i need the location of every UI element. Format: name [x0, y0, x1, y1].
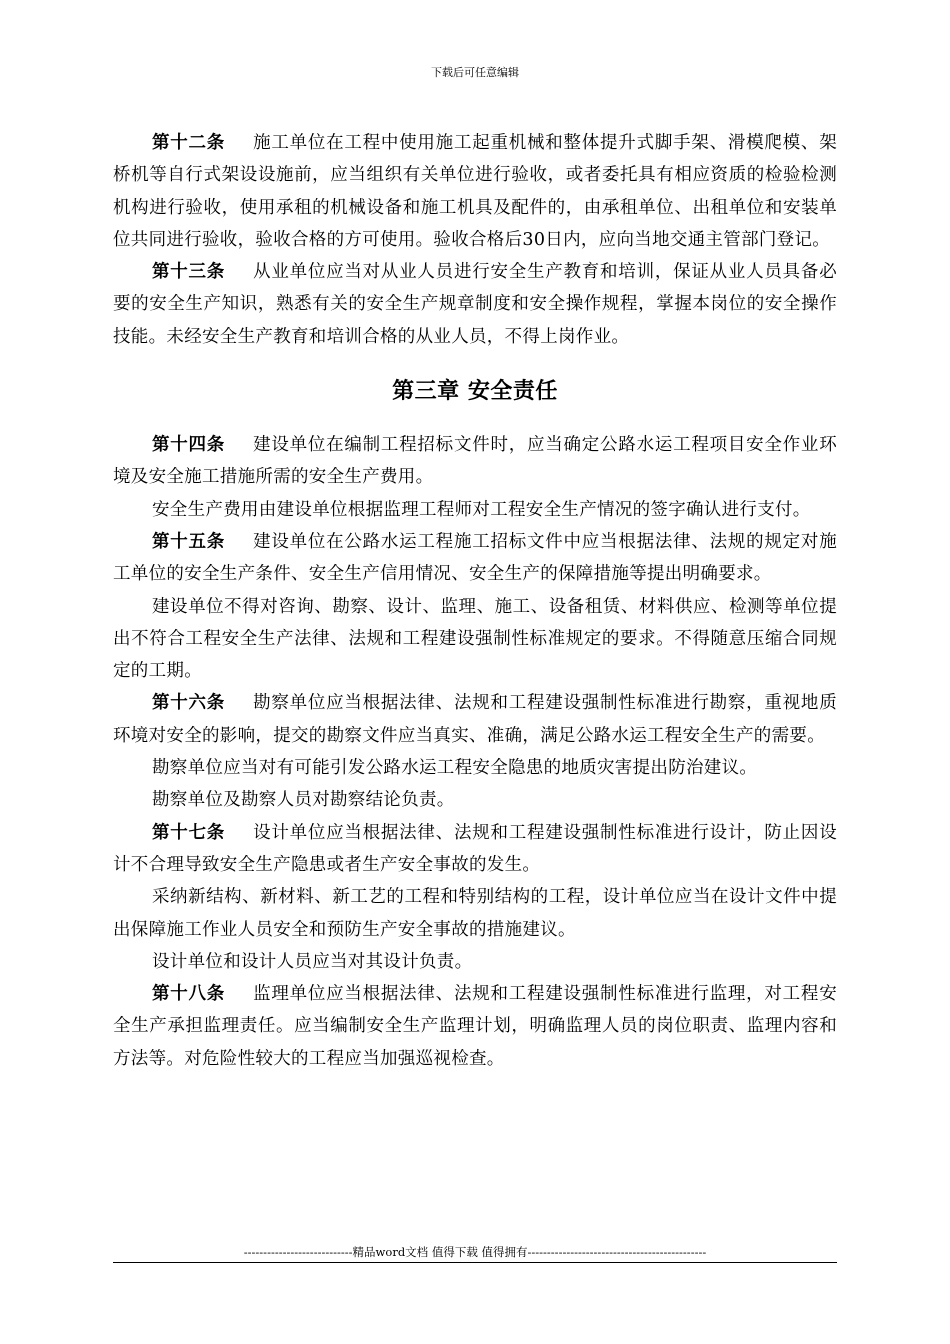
paragraph-text: 采纳新结构、新材料、新工艺的工程和特别结构的工程，设计单位应当在设计文件中提出保障施工作业人员安全和预防生产安全事故的措施建议。 — [113, 887, 837, 940]
paragraph — [113, 256, 837, 353]
paragraph — [113, 687, 837, 752]
article-number: 第十八条 — [152, 984, 226, 1005]
article-number: 第十六条 — [152, 693, 226, 714]
paragraph-text: 建设单位不得对咨询、勘察、设计、监理、施工、设备租赁、材料供应、检测等单位提出不符合工程安全生产法律、法规和工程建设强制性标准规定的要求。不得随意压缩合同规定的工期。 — [113, 596, 837, 682]
paragraph-text: 设计单位和设计人员应当对其设计负责。 — [152, 951, 473, 972]
paragraph — [113, 817, 837, 882]
chapter-title: 第三章 安全责任 — [392, 378, 558, 405]
paragraph — [113, 591, 837, 688]
paragraph — [113, 978, 837, 1075]
paragraph-text: 勘察单位应当对有可能引发公路水运工程安全隐患的地质灾害提出防治建议。 — [152, 758, 758, 779]
paragraph-text: 安全生产费用由建设单位根据监理工程师对工程安全生产情况的签字确认进行支付。 — [152, 499, 811, 520]
paragraphs-before-chapter — [113, 127, 837, 353]
article-number: 第十二条 — [152, 133, 226, 153]
paragraph-text: 建设单位在编制工程招标文件时，应当确定公路水运工程项目安全作业环境及安全施工措施所需的安全生产费用。 — [113, 435, 837, 488]
paragraph-text: 施工单位在工程中使用施工起重机械和整体提升式脚手架、滑模爬模、架桥机等自行式架设设施前，应当组织有关单位进行验收，或者委托具有相应资质的检验检测机构进行验收，使用承租的机械设备和施工机具及配件的，由承租单位、出租单位和安装单位共同进行验收，验收合格的方可使用。验收合格后30日内，应向当地交通主管部门登记。 — [113, 133, 837, 250]
article-number: 第十七条 — [152, 822, 226, 843]
paragraphs-after-chapter — [113, 429, 837, 1075]
article-number: 第十四条 — [152, 435, 226, 456]
paragraph-text: 监理单位应当根据法律、法规和工程建设强制性标准进行监理，对工程安全生产承担监理责任。应当编制安全生产监理计划，明确监理人员的岗位职责、监理内容和方法等。对危险性较大的工程应当加强巡视检查。 — [113, 984, 837, 1069]
paragraph — [113, 127, 837, 256]
document-body — [113, 127, 837, 1075]
paragraph — [113, 429, 837, 494]
footer-divider — [113, 1262, 837, 1263]
paragraph — [113, 752, 837, 784]
paragraph — [113, 526, 837, 591]
paragraph-text: 设计单位应当根据法律、法规和工程建设强制性标准进行设计，防止因设计不合理导致安全生产隐患或者生产安全事故的发生。 — [113, 822, 837, 875]
article-number: 第十三条 — [152, 262, 226, 283]
page-footer: ----------------------------精品word文档 值得下载 值得拥有---------------------------------------------- — [243, 1245, 707, 1259]
paragraph — [113, 946, 837, 978]
paragraph-text: 勘察单位及勘察人员对勘察结论负责。 — [152, 790, 455, 811]
paragraph — [113, 881, 837, 946]
page-header: 下载后可任意编辑 — [431, 66, 519, 79]
paragraph — [113, 784, 837, 816]
paragraph-text: 从业单位应当对从业人员进行安全生产教育和培训，保证从业人员具备必要的安全生产知识，熟悉有关的安全生产规章制度和安全操作规程，掌握本岗位的安全操作技能。未经安全生产教育和培训合格的从业人员，不得上岗作业。 — [113, 262, 837, 347]
paragraph-text: 勘察单位应当根据法律、法规和工程建设强制性标准进行勘察，重视地质环境对安全的影响，提交的勘察文件应当真实、准确，满足公路水运工程安全生产的需要。 — [113, 693, 837, 746]
paragraph — [113, 494, 837, 526]
paragraph-text: 建设单位在公路水运工程施工招标文件中应当根据法律、法规的规定对施工单位的安全生产条件、安全生产信用情况、安全生产的保障措施等提出明确要求。 — [113, 531, 837, 585]
article-number: 第十五条 — [152, 531, 226, 552]
